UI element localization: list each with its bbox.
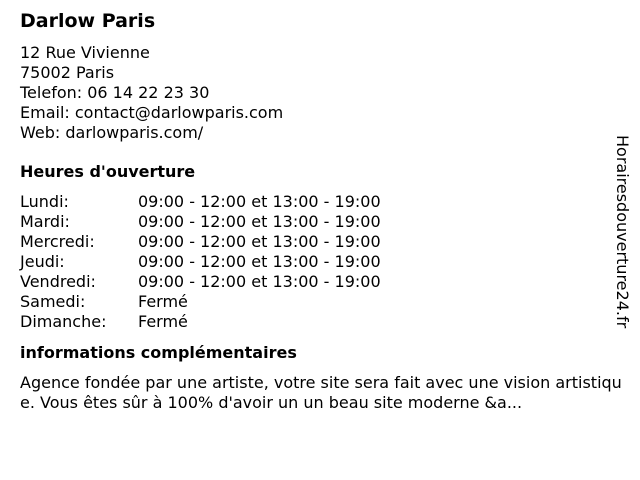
business-card: [20, 8, 620, 413]
hours-row-friday: [20, 272, 620, 292]
day-label: Mardi:: [20, 212, 70, 231]
address-city: 75002 Paris: [20, 63, 115, 82]
contact-block: [20, 43, 620, 143]
day-label: Vendredi:: [20, 272, 96, 291]
opening-hours-heading: Heures d'ouverture: [20, 162, 196, 181]
hours-row-tuesday: [20, 212, 620, 232]
time-value: 09:00 - 12:00 et 13:00 - 19:00: [138, 272, 381, 291]
address-street: 12 Rue Vivienne: [20, 43, 150, 62]
business-name: Darlow Paris: [20, 10, 156, 32]
opening-hours-table: [20, 192, 620, 332]
day-label: Samedi:: [20, 292, 86, 311]
description-text: Agence fondée par une artiste, votre site sera fait avec une vision artistique. Vous êtes sûr à 100% d'avoir un un beau site moderne &a...: [20, 373, 622, 412]
web-line: Web: darlowparis.com/: [20, 123, 204, 142]
site-watermark: Horairesdouverture24.fr: [613, 135, 632, 329]
time-value: 09:00 - 12:00 et 13:00 - 19:00: [138, 192, 381, 211]
day-label: Mercredi:: [20, 232, 95, 251]
hours-row-saturday: [20, 292, 620, 312]
hours-row-wednesday: [20, 232, 620, 252]
time-value: 09:00 - 12:00 et 13:00 - 19:00: [138, 232, 381, 251]
time-value: 09:00 - 12:00 et 13:00 - 19:00: [138, 212, 381, 231]
time-value: 09:00 - 12:00 et 13:00 - 19:00: [138, 252, 381, 271]
phone-line: Telefon: 06 14 22 23 30: [20, 83, 210, 102]
time-value: Fermé: [138, 312, 188, 331]
additional-info-heading: informations complémentaires: [20, 343, 297, 362]
hours-row-monday: [20, 192, 620, 212]
email-line: Email: contact@darlowparis.com: [20, 103, 284, 122]
day-label: Dimanche:: [20, 312, 107, 331]
time-value: Fermé: [138, 292, 188, 311]
hours-row-thursday: [20, 252, 620, 272]
day-label: Jeudi:: [20, 252, 65, 271]
day-label: Lundi:: [20, 192, 69, 211]
hours-row-sunday: [20, 312, 620, 332]
